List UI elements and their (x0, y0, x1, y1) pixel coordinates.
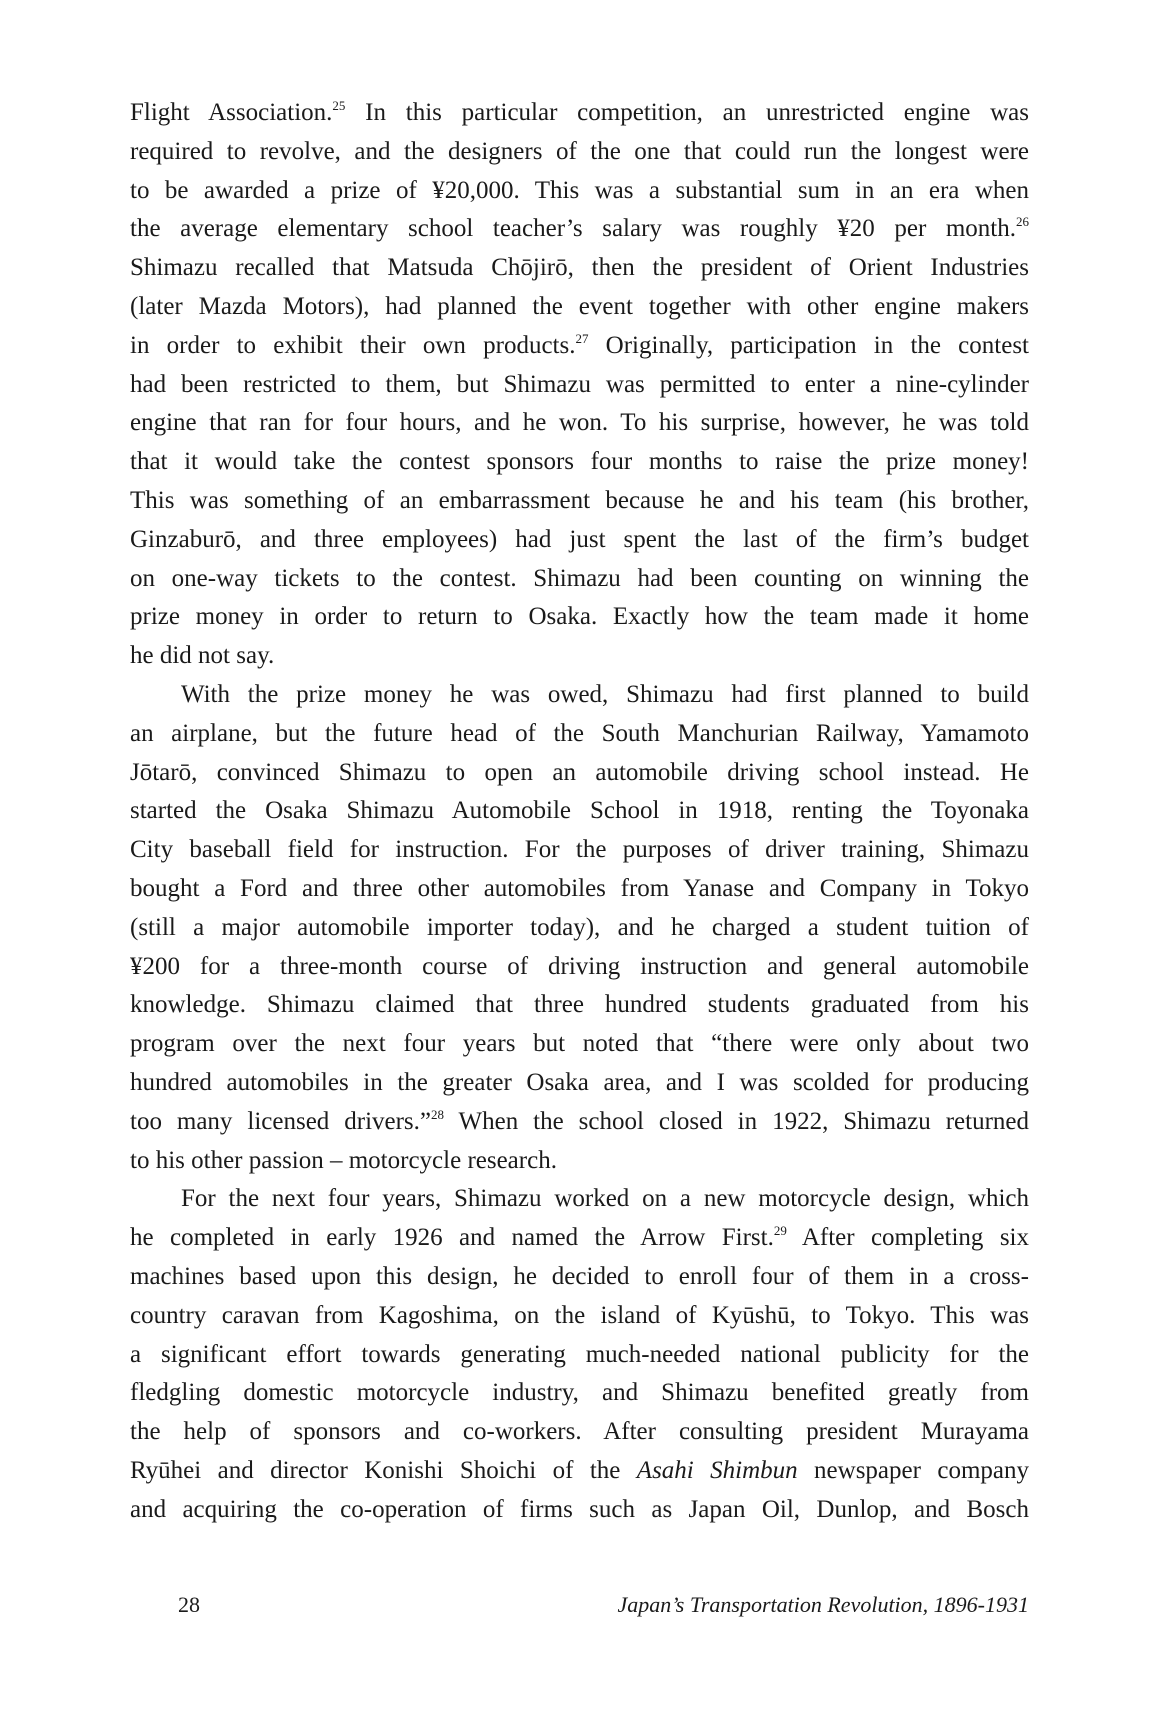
text-line: prize money in order to return to Osaka. Exactly how the team made it home (130, 603, 1029, 631)
italic-title: Asahi Shimbun (636, 1456, 798, 1484)
text-line: and acquiring the co-operation of firms such as Japan Oil, Dunlop, and Bosch (130, 1495, 1029, 1523)
text-line: a significant effort towards generating much-needed national publicity for the (130, 1340, 1029, 1368)
text-line: to be awarded a prize of ¥20,000. This was a substantial sum in an era when (130, 176, 1029, 204)
text-line: the help of sponsors and co-workers. After consulting president Murayama (130, 1418, 1029, 1446)
paragraph (130, 1180, 1029, 1529)
text-line: Ginzaburō, and three employees) had just spent the last of the firm’s budget (130, 525, 1029, 553)
text-line: bought a Ford and three other automobiles from Yanase and Company in Tokyo (130, 874, 1029, 902)
text-line: With the prize money he was owed, Shimazu had first planned to build (181, 680, 1029, 708)
text-line: machines based upon this design, he decided to enroll four of them in a cross- (130, 1262, 1029, 1290)
text-line: (later Mazda Motors), had planned the event together with other engine makers (130, 292, 1029, 320)
text-line: in order to exhibit their own products.$^{27}$ Originally, participation in the contest (130, 330, 1030, 359)
text-line: started the Osaka Shimazu Automobile School in 1918, renting the Toyonaka (130, 797, 1029, 825)
body-text (130, 94, 1029, 1529)
text-line: the average elementary school teacher’s salary was roughly ¥20 per month.$^{26}$ (130, 214, 1029, 243)
text-line: program over the next four years but noted that “there were only about two (130, 1030, 1029, 1058)
text-line: Flight Association.$^{25}$ In this particular competition, an unrestricted engine was (130, 98, 1030, 126)
text-line: ¥200 for a three-month course of driving instruction and general automobile (130, 952, 1029, 980)
text-line: to his other passion – motorcycle research. (130, 1146, 557, 1174)
text-line: fledgling domestic motorcycle industry, and Shimazu benefited greatly from (130, 1379, 1029, 1407)
text-line: had been restricted to them, but Shimazu was permitted to enter a nine-cylinder (130, 370, 1029, 398)
text-line: on one-way tickets to the contest. Shimazu had been counting on winning the (130, 564, 1029, 592)
footnote-marker: 26 (1016, 214, 1029, 230)
paragraph (130, 676, 1029, 1180)
text-line: hundred automobiles in the greater Osaka area, and I was scolded for producing (130, 1068, 1029, 1096)
text-line: too many licensed drivers.”$^{28}$ When the school closed in 1922, Shimazu returned (130, 1106, 1029, 1135)
text-line: This was something of an embarrassment because he and his team (his brother, (130, 486, 1029, 514)
text-line: (still a major automobile importer today), and he charged a student tuition of (130, 913, 1029, 941)
text-line: Ryūhei and director Konishi Shoichi of the Asahi Shimbun newspaper company (130, 1456, 1029, 1484)
footnote-marker: 25 (332, 98, 346, 113)
text-line: required to revolve, and the designers of the one that could run the longest were (130, 137, 1029, 165)
text-line: For the next four years, Shimazu worked on a new motorcycle design, which (181, 1185, 1029, 1213)
footnote-marker: 27 (575, 330, 589, 346)
text-line: he completed in early 1926 and named the Arrow First.$^{29}$ After completing six (130, 1223, 1029, 1252)
paragraph (130, 94, 1029, 676)
page-number: 28 (178, 1592, 200, 1617)
text-line: he did not say. (130, 642, 275, 670)
text-line: Jōtarō, convinced Shimazu to open an automobile driving school instead. He (130, 758, 1029, 786)
footnote-marker: 29 (773, 1223, 787, 1239)
footnote-marker: 28 (431, 1106, 445, 1122)
text-line: engine that ran for four hours, and he won. To his surprise, however, he was told (130, 409, 1029, 437)
text-line: that it would take the contest sponsors four months to raise the prize money! (130, 448, 1029, 476)
text-line: country caravan from Kagoshima, on the island of Kyūshū, to Tokyo. This was (130, 1301, 1029, 1329)
text-line: Shimazu recalled that Matsuda Chōjirō, then the president of Orient Industries (130, 254, 1029, 282)
running-title: Japan’s Transportation Revolution, 1896-1931 (617, 1592, 1029, 1617)
text-line: knowledge. Shimazu claimed that three hundred students graduated from his (130, 991, 1029, 1019)
text-line: an airplane, but the future head of the South Manchurian Railway, Yamamoto (130, 719, 1029, 747)
text-line: City baseball field for instruction. For the purposes of driver training, Shimazu (130, 836, 1029, 864)
